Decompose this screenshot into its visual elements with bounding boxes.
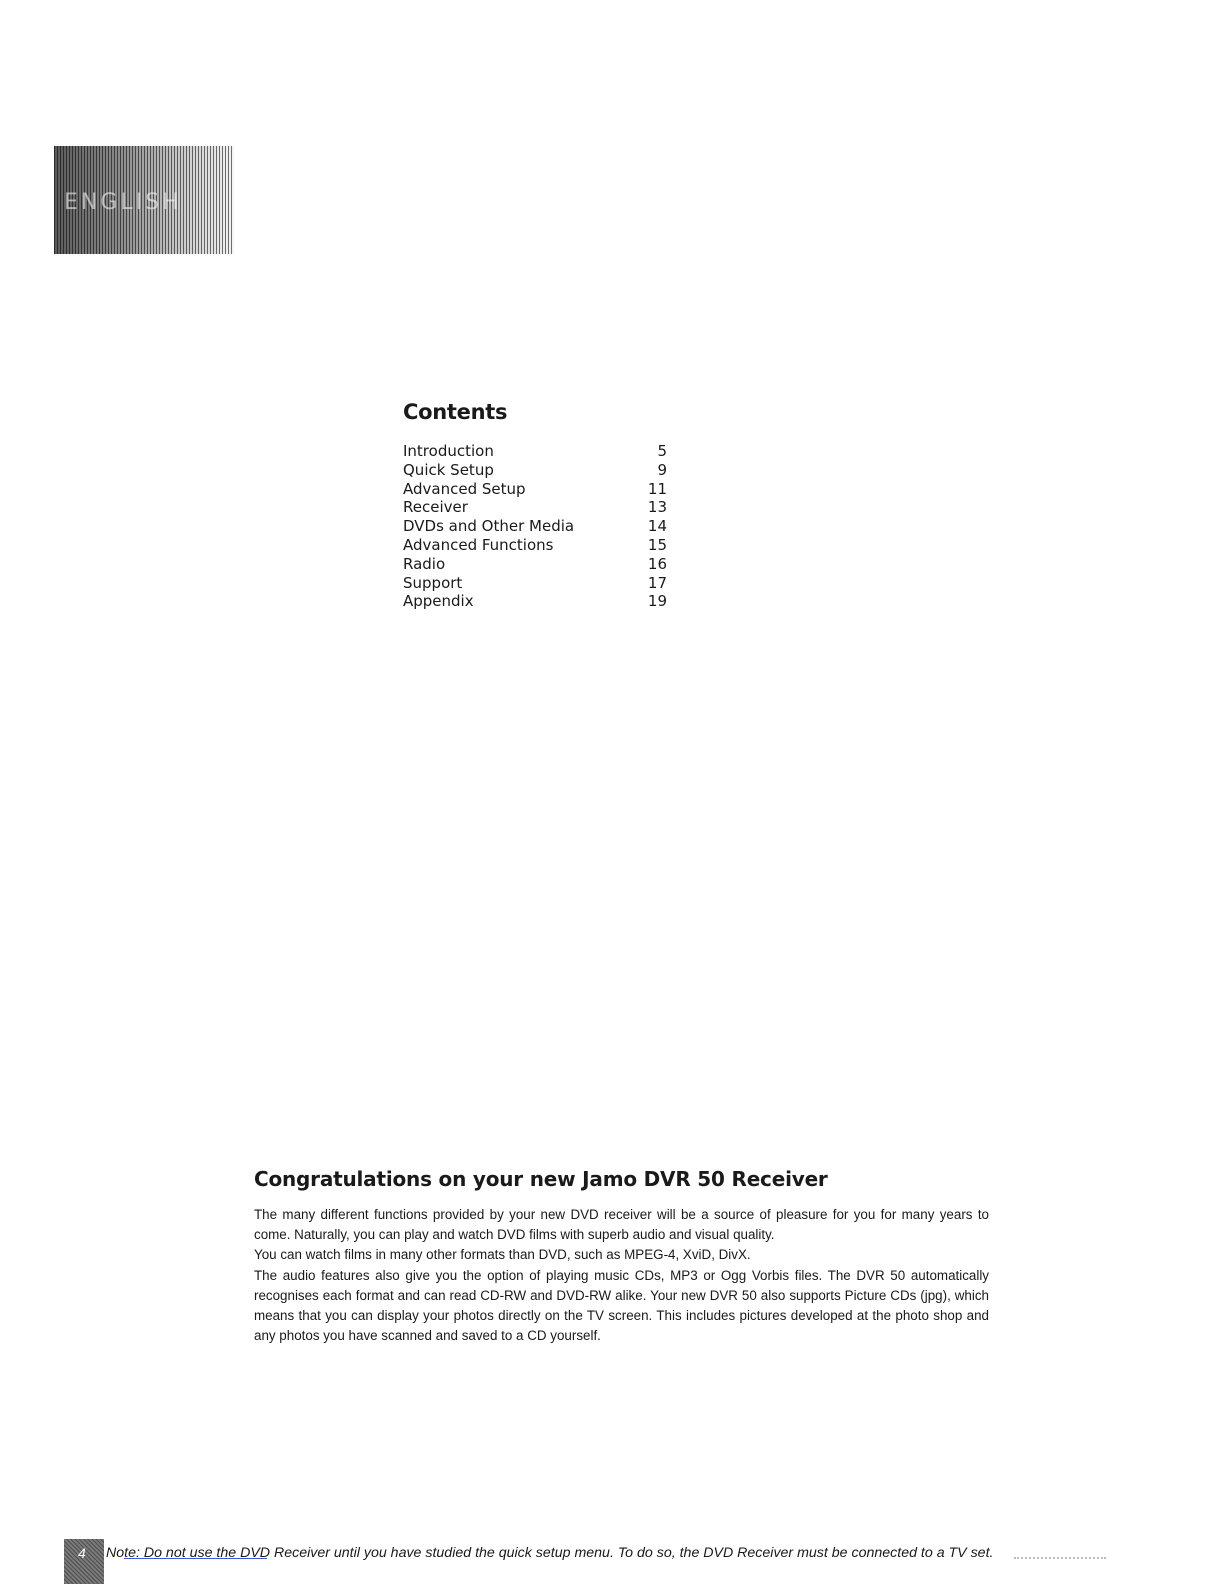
toc-entry-page: 11 — [647, 479, 667, 498]
toc-entry-page: 14 — [647, 517, 667, 536]
toc-entry-page: 19 — [647, 592, 667, 611]
page-number: 4 — [78, 1545, 86, 1561]
toc-entry — [403, 442, 667, 461]
note-dotted-leader — [1014, 1557, 1106, 1559]
toc-entry-page: 15 — [647, 535, 667, 554]
toc-entry — [403, 574, 667, 593]
toc-entry — [403, 536, 667, 555]
toc-entry-label: Support — [403, 573, 463, 592]
intro-title: Congratulations on your new Jamo DVR 50 Receiver — [254, 1167, 828, 1191]
intro-paragraph-2: You can watch films in many other formats than DVD, such as MPEG-4, XviD, DivX. — [254, 1247, 751, 1263]
intro-paragraph-1: The many different functions provided by your new DVD receiver will be a source of pleasure for you for many years to come. Naturally, you can play and watch DVD films with superb audio and visual quality. — [254, 1207, 989, 1243]
toc-entry-label: Receiver — [403, 498, 468, 517]
toc-entry — [403, 461, 667, 480]
toc-list — [403, 442, 673, 611]
language-tab-graphic — [54, 146, 234, 254]
toc-entry — [403, 555, 667, 574]
toc-entry-page: 13 — [647, 498, 667, 517]
setup-note: Note: Do not use the DVD Receiver until you have studied the quick setup menu. To do so, the DVD Receiver must be connected to a TV set. — [106, 1545, 994, 1561]
toc-entry-label: Introduction — [403, 442, 494, 460]
toc-entry-page: 5 — [657, 442, 667, 460]
toc-entry-page: 9 — [657, 460, 667, 479]
toc-entry — [403, 592, 667, 611]
toc-entry — [403, 517, 667, 536]
toc-entry — [403, 480, 667, 499]
language-tab-label: ENGLISH — [64, 190, 182, 215]
toc-entry-label: DVDs and Other Media — [403, 517, 575, 536]
toc-entry-label: Radio — [403, 554, 446, 573]
toc-entry-label: Advanced Setup — [403, 479, 526, 498]
toc-entry-page: 17 — [647, 573, 667, 592]
toc-entry-label: Quick Setup — [403, 460, 494, 479]
table-of-contents — [403, 400, 673, 611]
footer-rule — [124, 1558, 267, 1559]
intro-paragraph-3: The audio features also give you the option of playing music CDs, MP3 or Ogg Vorbis files. The DVR 50 automatically recognises each format and can read CD-RW and DVD-RW alike. Your new DVR 50 also supports Picture CDs (jpg), which means that you can display your photos directly on the TV screen. This includes pictures developed at the photo shop and any photos you have scanned and saved to a CD yourself. — [254, 1267, 989, 1344]
toc-entry-label: Appendix — [403, 592, 474, 611]
toc-entry-label: Advanced Functions — [403, 535, 554, 554]
intro-section — [254, 1167, 989, 1346]
contents-title: Contents — [403, 400, 508, 424]
toc-entry-page: 16 — [647, 554, 667, 573]
toc-entry — [403, 498, 667, 517]
page-number-tab — [64, 1539, 104, 1584]
